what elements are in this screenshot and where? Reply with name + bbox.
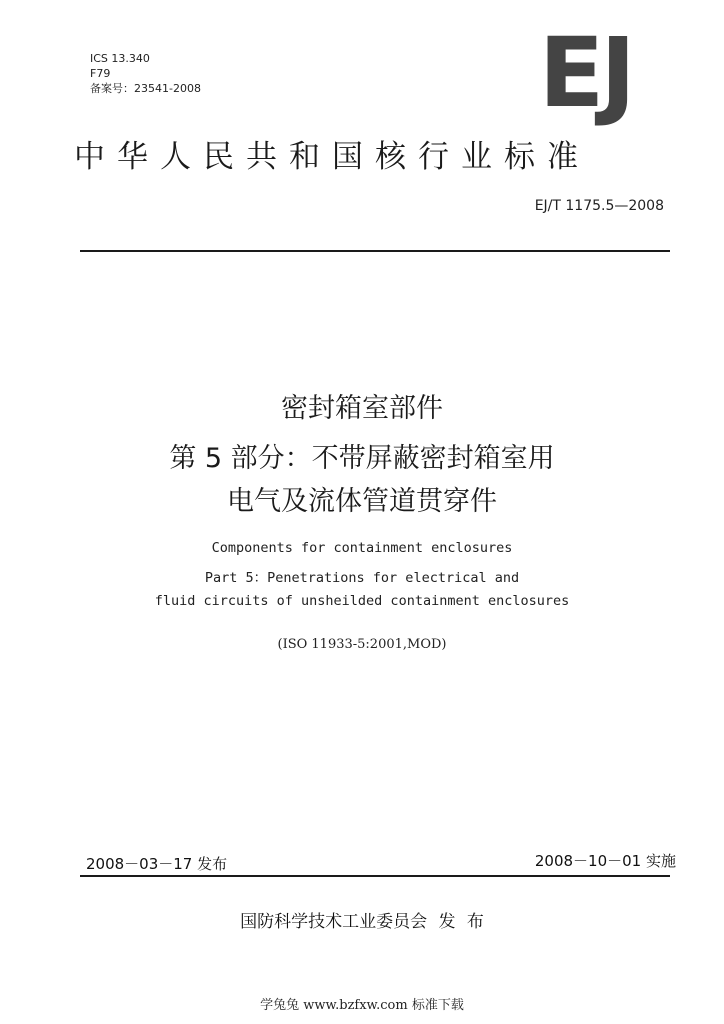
- document-title-cn-line2: 第 5 部分：不带屏蔽密封箱室用: [169, 443, 555, 474]
- footer-watermark: 学兔兔 www.bzfxw.com 标准下载: [260, 998, 464, 1013]
- standard-code: EJ/T 1175.5—2008: [534, 198, 664, 214]
- ics-code: ICS 13.340: [90, 52, 150, 65]
- filing-number: 备案号：23541-2008: [90, 82, 201, 95]
- effective-date: 2008－10－01 实施: [534, 852, 676, 870]
- document-metadata: [90, 51, 201, 96]
- issue-date: 2008－03－17 发布: [86, 855, 228, 873]
- document-title-en-line2: Part 5：Penetrations for electrical and: [204, 570, 520, 586]
- standard-category-title: 中华人民共和国核行业标准: [74, 139, 590, 175]
- classification-code: F79: [90, 67, 111, 80]
- document-title-cn-line1: 密封箱室部件: [281, 393, 443, 424]
- top-divider: [80, 250, 670, 252]
- document-title-en-line3: fluid circuits of unsheilded containment enclosures: [154, 593, 570, 609]
- bottom-divider: [80, 875, 670, 877]
- iso-reference: (ISO 11933-5:2001,MOD): [277, 637, 447, 652]
- ej-logo: EJ: [538, 17, 632, 129]
- issuing-authority: 国防科学技术工业委员会 发 布: [240, 912, 484, 932]
- document-title-cn-line3: 电气及流体管道贯穿件: [227, 486, 497, 517]
- document-title-en-line1: Components for containment enclosures: [211, 540, 513, 556]
